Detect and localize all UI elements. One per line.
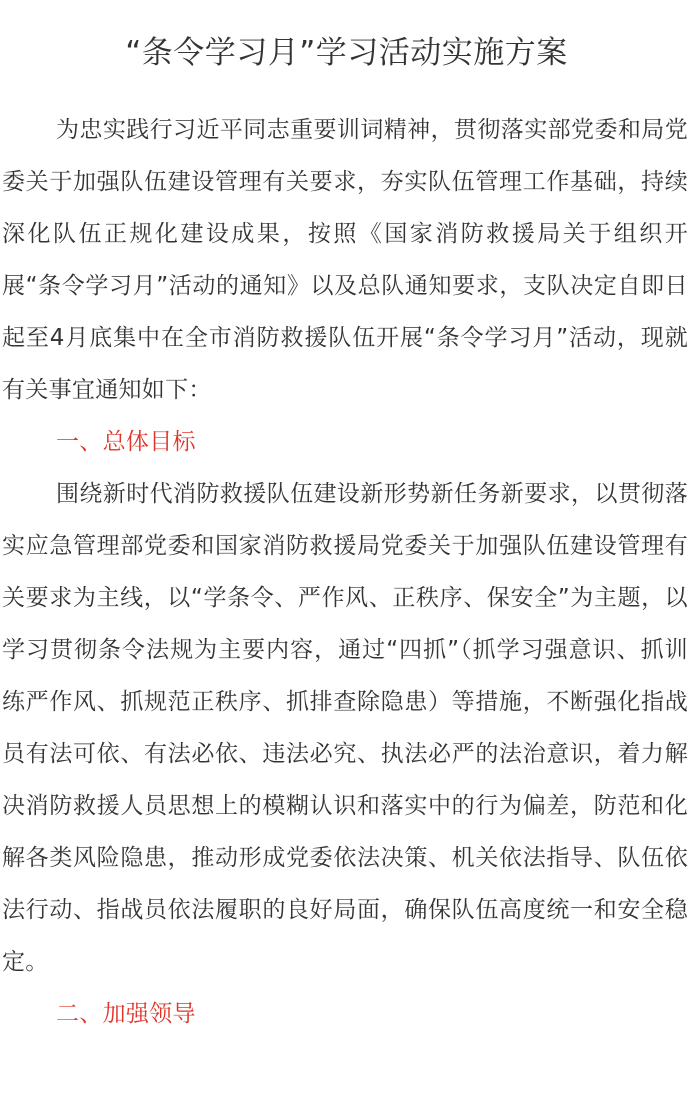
section-heading-overall-goal: 一、总体目标 [56, 429, 196, 455]
document-title: “条令学习月”学习活动实施方案 [125, 35, 568, 71]
overall-goal-paragraph: 围绕新时代消防救援队伍建设新形势新任务新要求，以贯彻落实应急管理部党委和国家消防救援局党委关于加强队伍建设管理有关要求为主线，以“学条令、严作风、正秩序、保安全”为主题，以学习贯彻条令法规为主要内容，通过“四抓”（抓学习强意识、抓训练严作风、抓规范正秩序、抓排查除隐患）等措施，不断强化指战员有法可依、有法必依、违法必究、执法必严的法治意识，着力解决消防救援人员思想上的模糊认识和落实中的行为偏差，防范和化解各类风险隐患，推动形成党委依法决策、机关依法指导、队伍依法行动、指战员依法履职的良好局面，确保队伍高度统一和安全稳定。 [2, 481, 688, 975]
document-body [2, 104, 688, 1040]
intro-paragraph: 为忠实践行习近平同志重要训词精神，贯彻落实部党委和局党委关于加强队伍建设管理有关要求，夯实队伍管理工作基础，持续深化队伍正规化建设成果，按照《国家消防救援局关于组织开展“条令学习月”活动的通知》以及总队通知要求，支队决定自即日起至4月底集中在全市消防救援队伍开展“条令学习月”活动，现就有关事宜通知如下： [2, 117, 688, 403]
section-heading-leadership: 二、加强领导 [56, 1001, 196, 1027]
